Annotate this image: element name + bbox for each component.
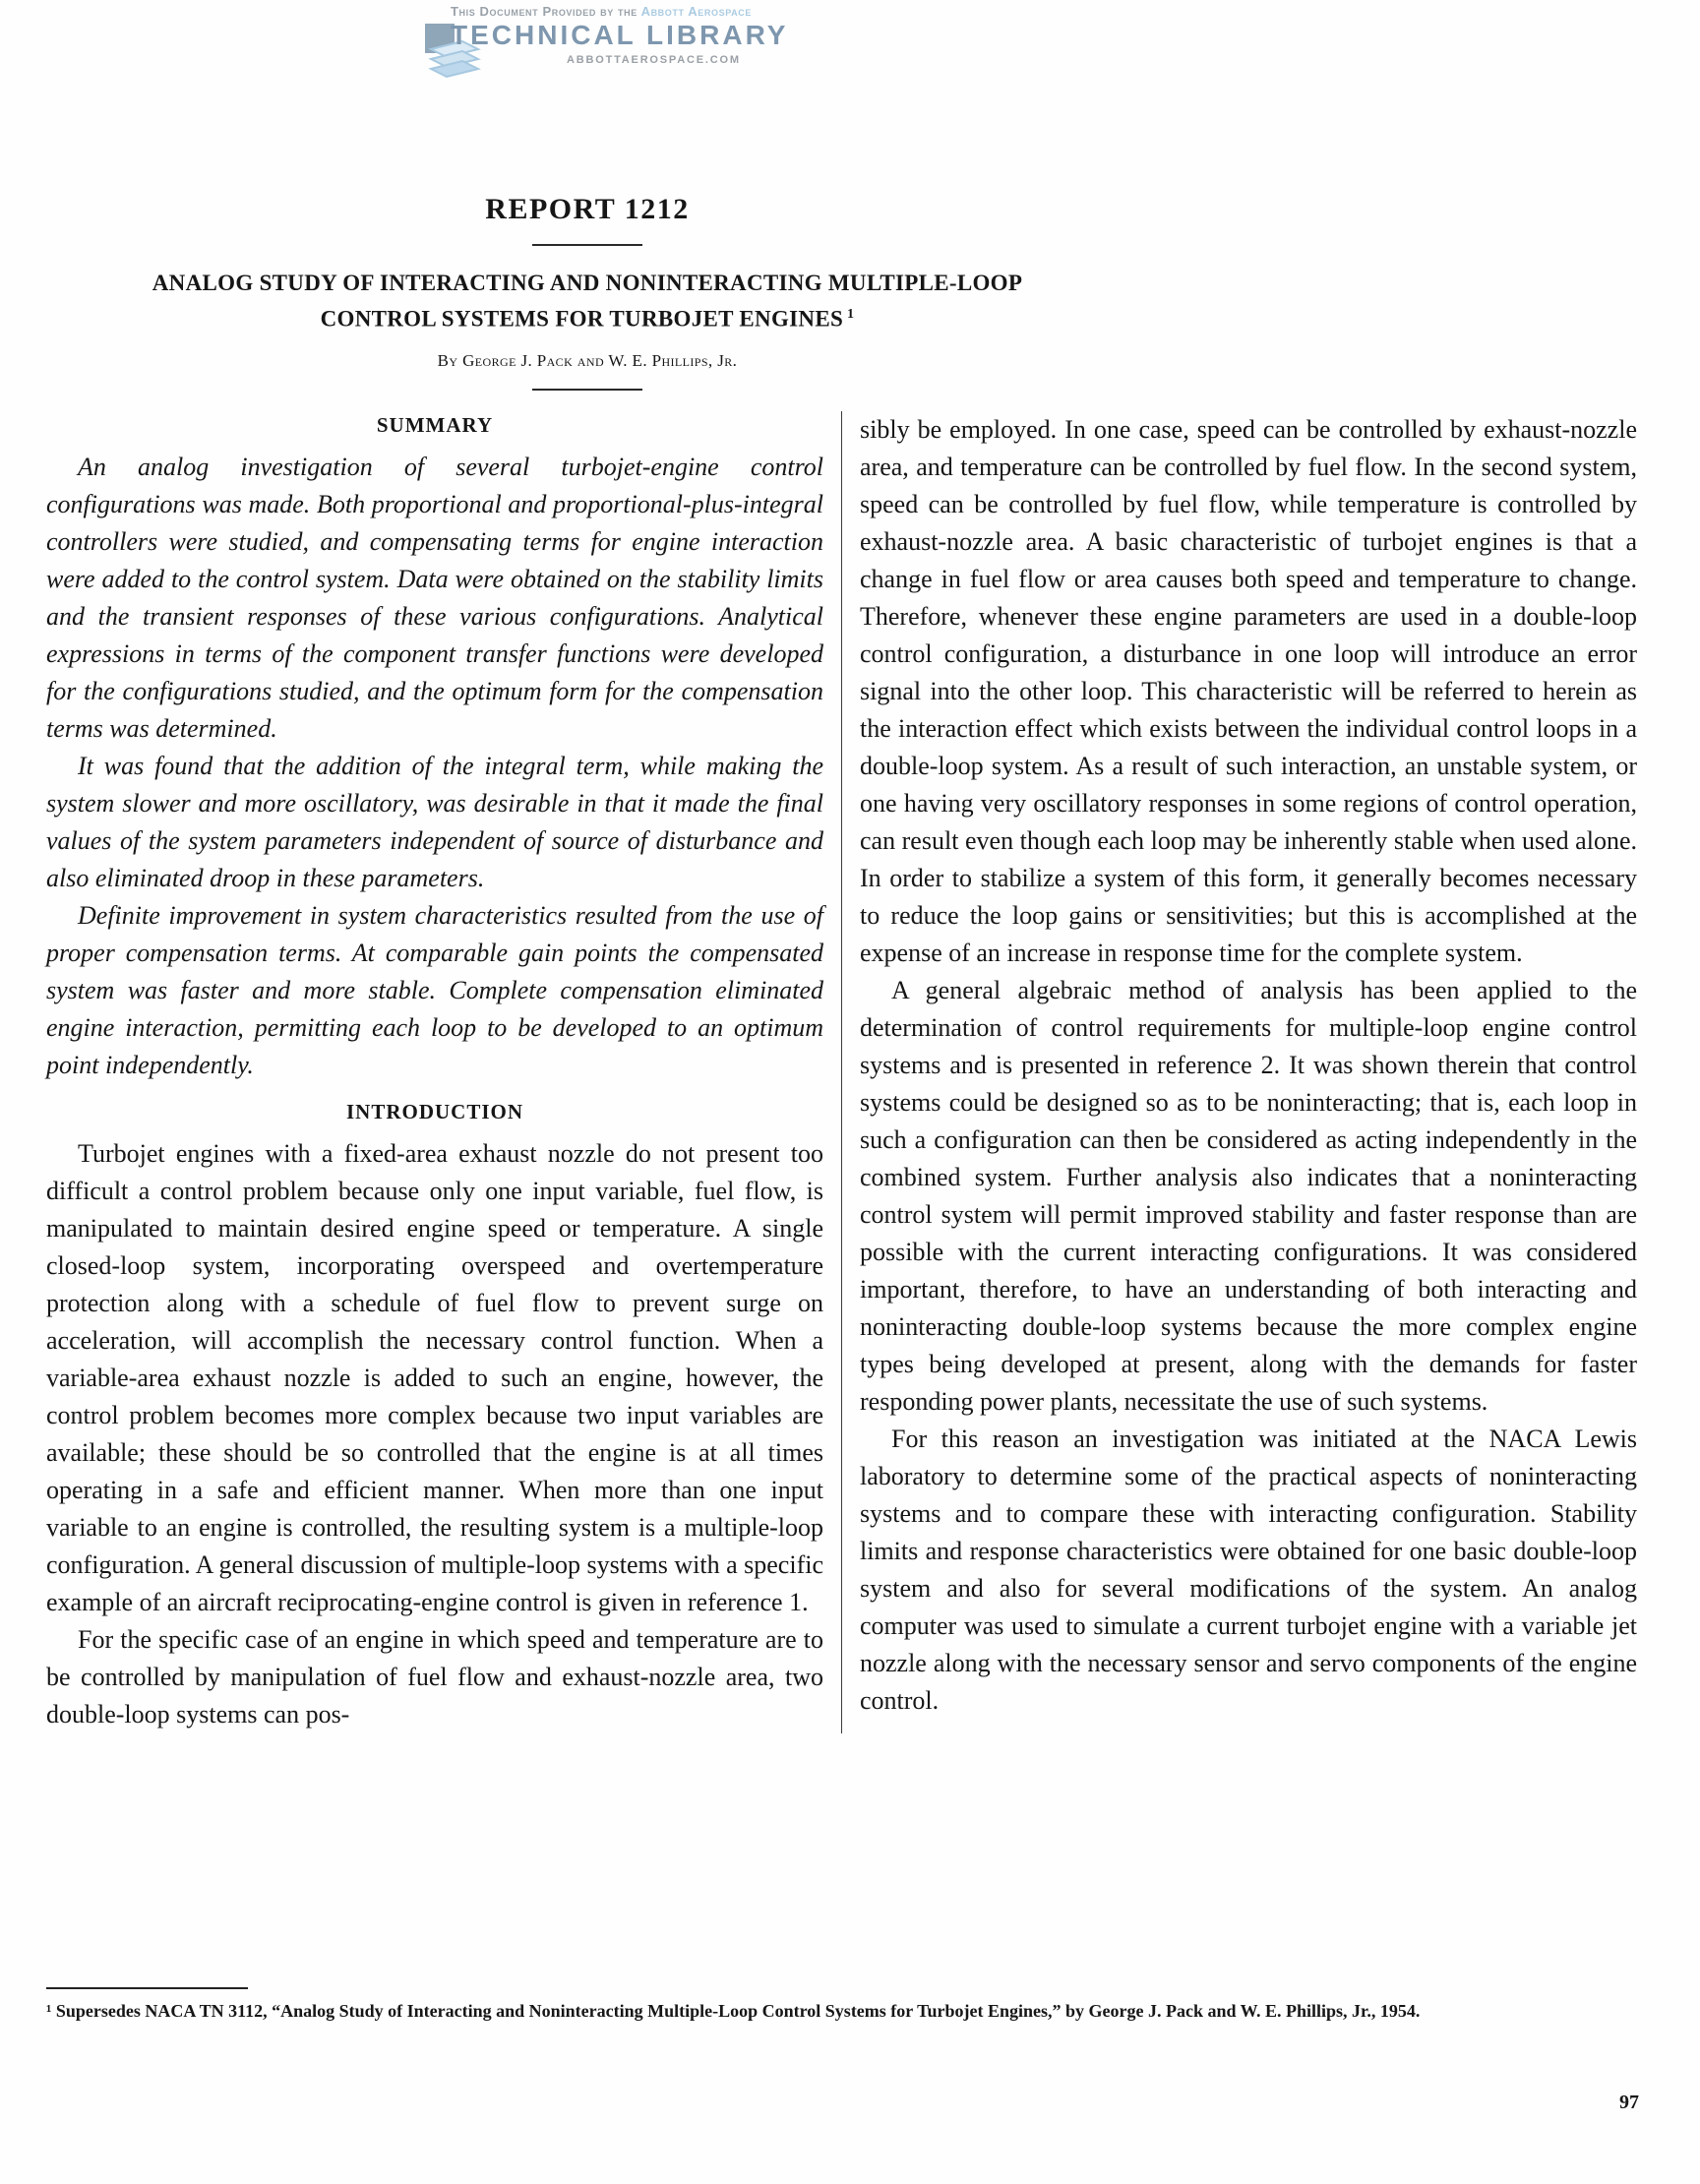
column-divider xyxy=(841,411,842,1733)
intro-paragraph: Turbojet engines with a fixed-area exhaust nozzle do not present too difficult a control problem because only one input variable, fuel flow, is manipulated to maintain desired engine speed or temperature. A single closed-loop system, incorporating overspeed and overtemperature protection along with a schedule of fuel flow to prevent surge on acceleration, will accomplish the necessary control function. When a variable-area exhaust nozzle is added to such an engine, however, the control problem becomes more complex because two input variables are available; these should be so controlled that the engine is at all times operating in a safe and efficient manner. When more than one input variable to an engine is controlled, the resulting system is a multiple-loop configuration. A general discussion of multiple-loop systems with a specific example of an aircraft reciprocating-engine control is given in reference 1. xyxy=(46,1139,823,1616)
report-title-line1: ANALOG STUDY OF INTERACTING AND NONINTERACTING MULTIPLE-LOOP xyxy=(152,271,1023,295)
byline: By George J. Pack and W. E. Phillips, Jr. xyxy=(437,350,738,370)
body-columns xyxy=(46,411,1638,1733)
footnote: ¹ Supersedes NACA TN 3112, “Analog Study of Interacting and Noninteracting Multiple-Loop Control Systems for Turbojet Engines,” by George J. Pack and W. E. Phillips, Jr., 1954. xyxy=(46,2001,1421,2021)
summary-heading: SUMMARY xyxy=(376,413,494,437)
byline-divider-rule xyxy=(532,389,642,391)
report-number: REPORT 1212 xyxy=(485,193,690,225)
footnote-rule xyxy=(46,1987,248,1989)
page-number: 97 xyxy=(1619,2092,1639,2113)
watermark-provided-by: This Document Provided by the xyxy=(451,4,638,19)
intro-paragraph: For the specific case of an engine in which speed and temperature are to be controlled by manipulation of fuel flow and exhaust-nozzle area, two double-loop systems can pos- xyxy=(46,1625,823,1729)
summary-paragraph: It was found that the addition of the integral term, while making the system slower and more oscillatory, was desirable in that it made the final values of the system parameters independent of source of disturbance and also eliminated droop in these parameters. xyxy=(46,752,823,892)
right-column xyxy=(860,411,1637,1733)
summary-paragraph: An analog investigation of several turbojet-engine control configurations was made. Both proportional and proportional-plus-integral controllers were studied, and compensating terms for engine interaction were added to the control system. Data were obtained on the stability limits and the transient responses of these various configurations. Analytical expressions in terms of the component transfer functions were developed for the configurations studied, and the optimum form for the compensation terms was determined. xyxy=(46,453,823,743)
watermark-logo xyxy=(413,4,787,66)
body-paragraph: For this reason an investigation was initiated at the NACA Lewis laboratory to determine some of the practical aspects of noninteracting systems and to compare these with interacting configuration. Stability limits and response characteristics were obtained for one basic double-loop system and also for several modifications of the system. An analog computer was used to simulate a current turbojet engine with a variable jet nozzle along with the necessary sensor and servo components of the engine control. xyxy=(860,1425,1637,1715)
watermark-brand: Abbott Aerospace xyxy=(640,4,752,19)
header-divider-rule xyxy=(532,244,642,246)
watermark-title-text: TECHNICAL LIBRARY xyxy=(451,20,789,50)
report-title-line2: CONTROL SYSTEMS FOR TURBOJET ENGINES xyxy=(320,306,844,332)
summary-paragraph: Definite improvement in system characteristics resulted from the use of proper compensation terms. At comparable gain points the compensated system was faster and more stable. Complete compensation eliminated engine interaction, permitting each loop to be developed to an optimum point independently. xyxy=(46,901,823,1079)
introduction-heading: INTRODUCTION xyxy=(345,1100,524,1123)
left-column xyxy=(46,411,823,1733)
footnote-reference: 1 xyxy=(847,307,855,322)
body-paragraph: sibly be employed. In one case, speed can be controlled by exhaust-nozzle area, and temperature can be controlled by fuel flow. In the second system, speed can be controlled by fuel flow, while temperature is controlled by exhaust-nozzle area. A basic characteristic of turbojet engines is that a change in fuel flow or area causes both speed and temperature to change. Therefore, whenever these engine parameters are used in a double-loop control configuration, a disturbance in one loop will introduce an error signal into the other loop. This characteristic will be referred to herein as the interaction effect which exists between the individual control loops in a double-loop system. As a result of such interaction, an unstable system, or one having very oscillatory responses in some regions of control operation, can result even though each loop may be inherently stable when used alone. In order to stabilize a system of this form, it generally becomes necessary to reduce the loop gains or sensitivities; but this is accomplished at the expense of an increase in response time for the complete system. xyxy=(860,415,1637,967)
report-header xyxy=(0,193,1175,391)
report-title xyxy=(0,268,1175,335)
watermark-provider-text xyxy=(451,4,787,19)
watermark-site-text: ABBOTTAEROSPACE.COM xyxy=(567,54,741,66)
body-paragraph: A general algebraic method of analysis has been applied to the determination of control requirements for multiple-loop engine control systems and is presented in reference 2. It was shown therein that control systems could be designed so as to be noninteracting; that is, each loop in such a configuration can then be considered as acting independently in the combined system. Further analysis also indicates that a noninteracting control system will permit improved stability and faster response than are possible with the current interacting configurations. It was considered important, therefore, to have an understanding of both interacting and noninteracting double-loop systems because the more complex engine types being developed at present, along with the demands for faster responding power plants, necessitate the use of such systems. xyxy=(860,976,1637,1416)
